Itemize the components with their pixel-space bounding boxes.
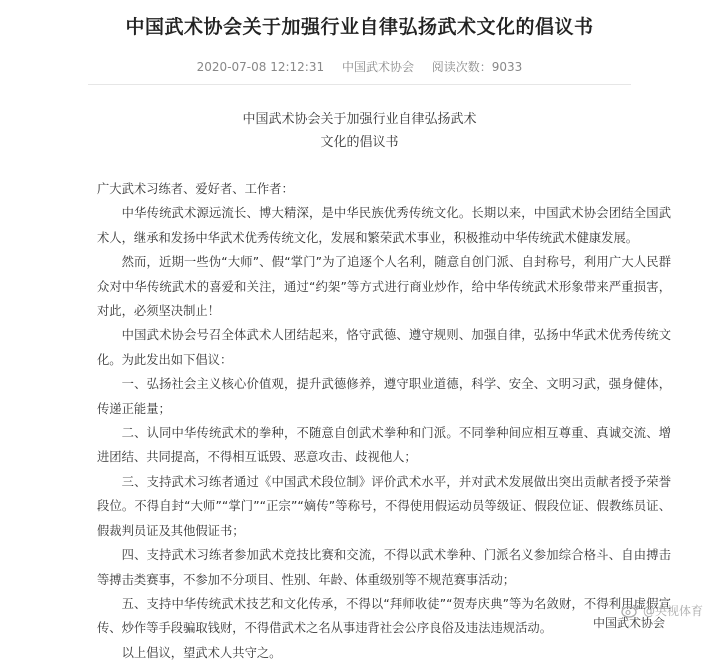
body-paragraph: 以上倡议，望武术人共守之。 xyxy=(121,645,282,660)
document-title-line: 文化的倡议书 xyxy=(320,135,399,150)
article-meta xyxy=(0,58,719,75)
document-title-line: 中国武术协会关于加强行业自律弘扬武术 xyxy=(242,112,477,127)
weibo-icon xyxy=(621,603,639,618)
watermark-text: @央视体育 xyxy=(642,604,703,618)
article-title: 中国武术协会关于加强行业自律弘扬武术文化的倡议书 xyxy=(125,16,594,38)
read-count: 阅读次数：9033 xyxy=(431,60,523,74)
article-source: 中国武术协会 xyxy=(341,60,414,74)
body-paragraph: 中国武术协会号召全体武术人团结起来，恪守武德、遵守规则、加强自律，弘扬中华武术优秀传统文化。为此发出如下倡议： xyxy=(97,328,671,367)
body-paragraph: 五、支持中华传统武术技艺和文化传承，不得以“拜师收徒”“贺寿庆典”等为名敛财，不得利用虚假宣传、炒作等手段骗取钱财，不得借武术之名从事违背社会公序良俗及违法违规活动。 xyxy=(97,596,671,636)
title-divider xyxy=(88,84,631,85)
watermark xyxy=(621,602,703,619)
publish-date: 2020-07-08 12:12:31 xyxy=(196,60,325,74)
document-signature: 中国武术协会 xyxy=(592,616,665,630)
body-paragraph: 然而，近期一些伪“大师”、假“掌门”为了追逐个人名利，随意自创门派、自封称号，利用广大人民群众对中华传统武术的喜爱和关注，通过“约架”等方式进行商业炒作，给中华传统武术形象带来严重损害，对此，必须坚决制止！ xyxy=(97,255,671,319)
document-body xyxy=(97,177,671,665)
body-paragraph: 一、弘扬社会主义核心价值观，提升武德修养，遵守职业道德，科学、安全、文明习武，强身健体，传递正能量； xyxy=(97,377,671,416)
salutation: 广大武术习练者、爱好者、工作者： xyxy=(97,182,294,196)
body-paragraph: 二、认同中华传统武术的拳种，不随意自创武术拳种和门派。不同拳种间应相互尊重、真诚交流、增进团结、共同提高，不得相互诋毁、恶意攻击、歧视他人； xyxy=(97,426,671,465)
body-paragraph: 中华传统武术源远流长、博大精深，是中华民族优秀传统文化。长期以来，中国武术协会团结全国武术人，继承和发扬中华武术优秀传统文化，发展和繁荣武术事业，积极推动中华传统武术健康发展。 xyxy=(97,206,671,245)
body-paragraph: 三、支持武术习练者通过《中国武术段位制》评价武术水平，并对武术发展做出突出贡献者授予荣誉段位。不得自封“大师”“掌门”“正宗”“嫡传”等称号，不得使用假运动员等级证、假段位证、假教练员证、假裁判员证及其他假证书； xyxy=(97,474,671,538)
body-paragraph: 四、支持武术习练者参加武术竞技比赛和交流，不得以武术拳种、门派名义参加综合格斗、自由搏击等搏击类赛事，不参加不分项目、性别、年龄、体重级别等不规范赛事活动； xyxy=(97,548,671,587)
document-title xyxy=(0,108,719,154)
